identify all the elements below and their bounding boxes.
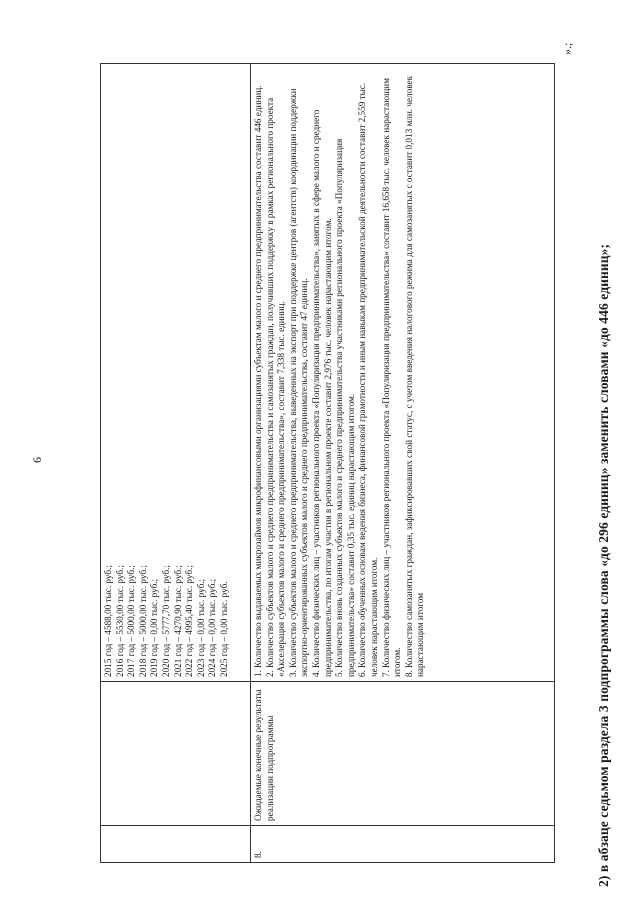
closing-quote-mark: ».; bbox=[560, 42, 574, 55]
finance-year-item: 2016 год – 5530,00 тыс. руб.; bbox=[114, 565, 125, 677]
finance-year-item: 2021 год – 4270,90 тыс. руб.; bbox=[172, 565, 183, 677]
subprogram-passport-table bbox=[100, 63, 555, 863]
finance-year-item: 2022 год – 4995,40 тыс. руб.; bbox=[184, 565, 195, 677]
table-row-finance bbox=[101, 64, 251, 863]
finance-year-item: 2020 год – 5777,70 тыс. руб.; bbox=[160, 565, 171, 677]
result-item: 4. Количество физических лиц – участников регионального проекта «Популяризация предпринимательства», занятых в сфере малого и среднего предпринимательства, по итогам участия в региональном проекте составит 2,976 тыс. человек нарастающим итогом. bbox=[310, 109, 333, 677]
table-row-results bbox=[251, 64, 555, 863]
finance-year-item: 2015 год – 4588,00 тыс. руб.; bbox=[103, 565, 113, 677]
result-item: 5. Количество вновь созданных субъектов малого и среднего предпринимательства участниками регионального проекта «Популяризация предпринимательства» составит 0,35 тыс. единиц нарастающим итогом. bbox=[334, 138, 356, 677]
finance-year-item: 2018 год – 5000,00 тыс. руб.; bbox=[137, 565, 148, 677]
row-title: Ожидаемые конечные результаты реализации подпрограммы bbox=[251, 682, 555, 826]
row-number: 8. bbox=[251, 826, 555, 863]
result-item: 3. Количество субъектов малого и среднего предпринимательства, выведенных на экспорт при поддержке центров (агентств) координации поддержки экспортно-ориентированных субъектов малого и среднего предпринимательства, составит 47 единиц. bbox=[287, 88, 310, 677]
finance-year-item: 2017 год – 5000,00 тыс. руб.; bbox=[126, 565, 137, 677]
result-item: 7. Количество физических лиц – участников регионального проекта «Популяризация предпринимательства» составит 16,658 тыс. человек нарастающим итогом. bbox=[380, 78, 403, 677]
results-list bbox=[253, 68, 427, 677]
finance-years-list bbox=[103, 68, 231, 677]
result-item: 6. Количество обученных основам ведения бизнеса, финансовой грамотности и иным навыкам предпринимательской деятельности составит 2,559 тыс. человек нарастающим итогом. bbox=[357, 82, 379, 677]
finance-year-item: 2025 год – 0,00 тыс. руб. bbox=[218, 581, 229, 677]
result-item: 1. Количество выдаваемых микрозаймов микрофинансовыми организациями субъектам малого и среднего предпринимательства составит 446 единиц. bbox=[253, 85, 263, 677]
finance-year-item: 2024 год – 0,00 тыс. руб.; bbox=[207, 578, 218, 677]
finance-year-item: 2019 год – 0,00 тыс. руб.; bbox=[149, 578, 160, 677]
finance-year-item: 2023 год – 0,00 тыс. руб.; bbox=[195, 578, 206, 677]
table-cell-empty-number bbox=[101, 826, 251, 863]
results-cell bbox=[251, 64, 555, 682]
result-item: 8. Количество самозанятых граждан, зафиксировавших свой статус, с учетом введения налогового режима для самозанятых с оставит 0,013 млн. человек нарастающим итогом bbox=[403, 75, 426, 677]
amendment-text: 2) в абзаце седьмом раздела 3 подпрограммы слова «до 296 единиц» заменить словами «до 446 единиц»; bbox=[596, 243, 611, 887]
finance-years-cell bbox=[101, 64, 251, 682]
page-number: 6 bbox=[30, 457, 44, 463]
result-item: 2. Количество субъектов малого и среднего предпринимательства и самозанятых граждан, получивших поддержку в рамках регионального проекта «Акселерация субъектов малого и среднего предпринимательства», составит 7,338 тыс. единиц. bbox=[264, 97, 287, 677]
table-cell-empty-title bbox=[101, 682, 251, 826]
